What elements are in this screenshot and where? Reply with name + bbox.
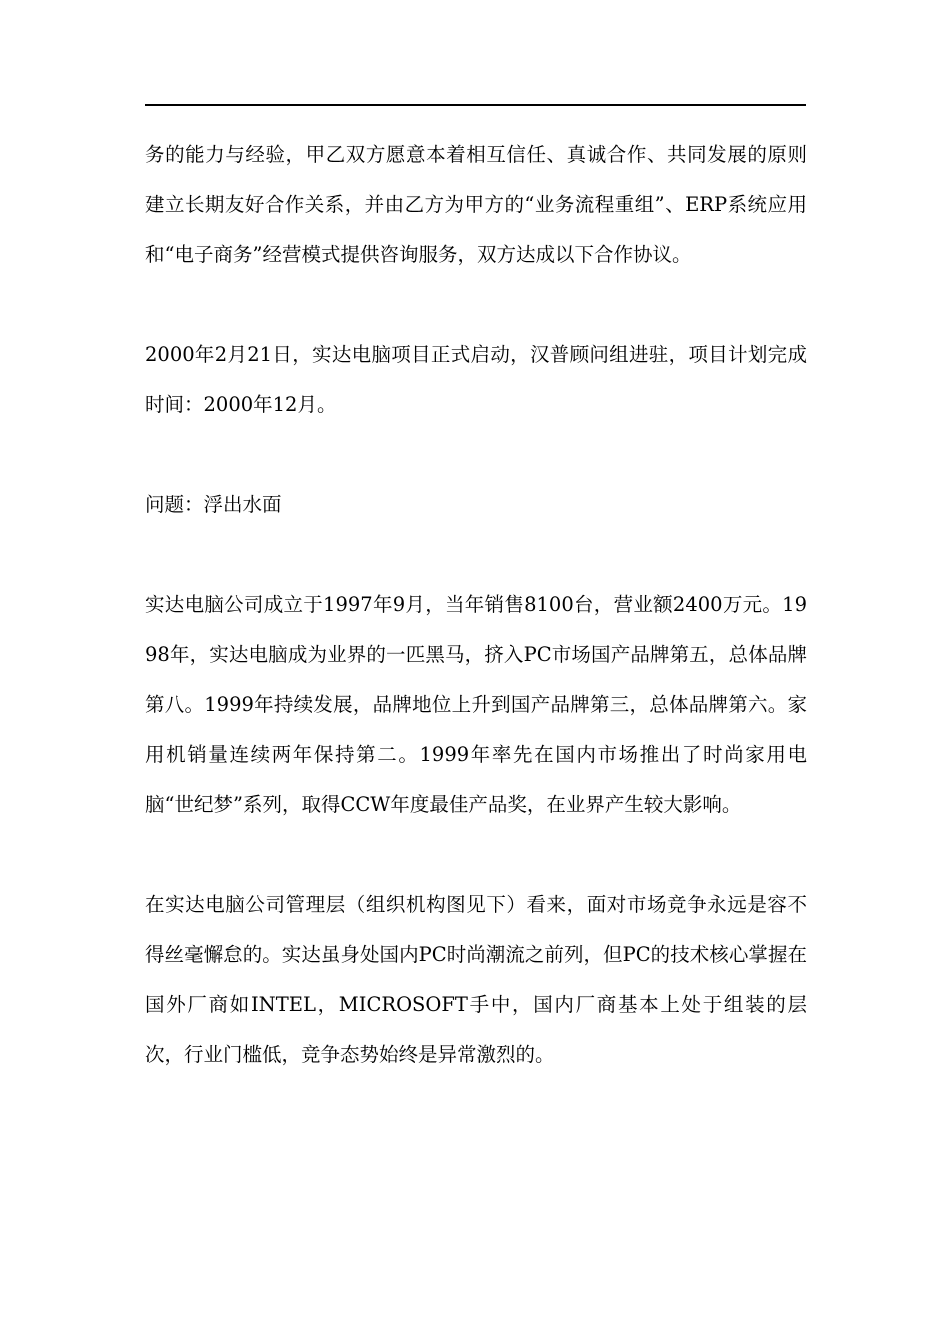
paragraph-market-competition: 在实达电脑公司管理层（组织机构图见下）看来，面对市场竞争永远是容不得丝毫懈怠的。实达虽身处国内PC时尚潮流之前列，但PC的技术核心掌握在国外厂商如INTEL，MICROSOFT手中，国内厂商基本上处于组装的层次，行业门槛低，竞争态势始终是异常激烈的。 bbox=[145, 893, 807, 1066]
header-rule bbox=[145, 104, 806, 106]
paragraph-gap bbox=[145, 430, 807, 480]
section-heading: 问题：浮出水面 bbox=[145, 493, 282, 516]
document-body bbox=[145, 130, 807, 1080]
paragraph-cooperation: 务的能力与经验，甲乙双方愿意本着相互信任、真诚合作、共同发展的原则建立长期友好合作关系，并由乙方为甲方的“业务流程重组”、ERP系统应用和“电子商务”经营模式提供咨询服务，双方达成以下合作协议。 bbox=[145, 143, 807, 266]
paragraph-gap bbox=[145, 830, 807, 880]
paragraph-company-history: 实达电脑公司成立于1997年9月，当年销售8100台，营业额2400万元。1998年，实达电脑成为业界的一匹黑马，挤入PC市场国产品牌第五，总体品牌第八。1999年持续发展，品牌地位上升到国产品牌第三，总体品牌第六。家用机销量连续两年保持第二。1999年率先在国内市场推出了时尚家用电脑“世纪梦”系列，取得CCW年度最佳产品奖，在业界产生较大影响。 bbox=[145, 593, 807, 816]
paragraph-project-start: 2000年2月21日，实达电脑项目正式启动，汉普顾问组进驻，项目计划完成时间：2000年12月。 bbox=[145, 343, 807, 416]
paragraph-gap bbox=[145, 530, 807, 580]
paragraph-gap bbox=[145, 280, 807, 330]
